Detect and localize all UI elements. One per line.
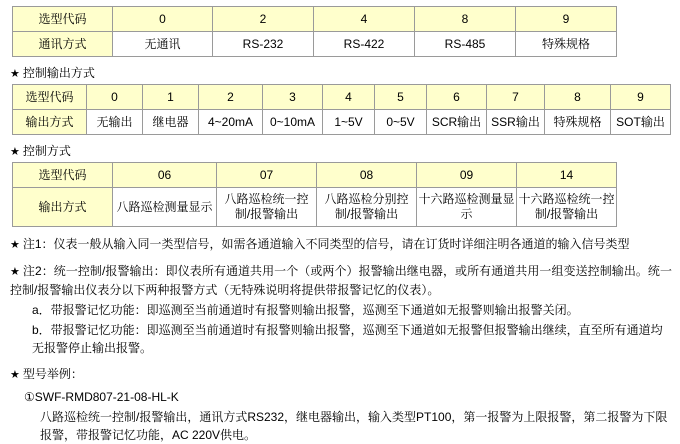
table-cell: 0~5V — [375, 110, 427, 135]
table-cell: 4 — [323, 85, 375, 110]
table-cell: 输出方式 — [13, 110, 87, 135]
communication-table — [12, 6, 617, 57]
table-cell: 08 — [317, 163, 417, 188]
table-cell: 09 — [417, 163, 517, 188]
note-1-text: 注1：仪表一般从输入同一类型信号，如需各通道输入不同类型的信号，请在订货时详细注明各通道的输入信号类型 — [22, 237, 630, 251]
table-cell: 14 — [517, 163, 617, 188]
table-cell: 特殊规格 — [545, 110, 611, 135]
table-cell: 4 — [314, 7, 415, 32]
table-cell: 通讯方式 — [13, 32, 113, 57]
section-title-control-output — [10, 64, 672, 81]
table-cell: 选型代码 — [13, 7, 113, 32]
note-2-a: a．带报警记忆功能：即巡测至当前通道时有报警则输出报警，巡测至下通道如无报警则输出报警关闭。 — [32, 303, 579, 317]
table-cell: 7 — [487, 85, 545, 110]
table-cell: 1 — [143, 85, 199, 110]
table-cell: 0~10mA — [263, 110, 323, 135]
table-cell: 8 — [415, 7, 516, 32]
table-cell: SOT输出 — [611, 110, 671, 135]
note-1 — [10, 235, 672, 254]
table-cell: 2 — [213, 7, 314, 32]
star-icon: ★ — [10, 146, 20, 158]
model-example-title — [10, 365, 672, 384]
control-output-table — [12, 84, 671, 135]
table-row — [13, 32, 617, 57]
table-cell: 无输出 — [87, 110, 143, 135]
table-row — [13, 188, 617, 227]
table-cell: 4~20mA — [199, 110, 263, 135]
table-cell: 继电器 — [143, 110, 199, 135]
table-cell: 6 — [427, 85, 487, 110]
table-cell: RS-485 — [415, 32, 516, 57]
table-cell: 十六路巡检统一控制/报警输出 — [517, 188, 617, 227]
table-cell: 八路巡检分别控制/报警输出 — [317, 188, 417, 227]
model-example-label: 型号举例： — [22, 367, 83, 381]
star-icon: ★ — [10, 369, 20, 381]
table-cell: SCR输出 — [427, 110, 487, 135]
table-row — [13, 110, 671, 135]
note-2-text: 注2：统一控制/报警输出：即仪表所有通道共用一个（或两个）报警输出继电器，或所有通道共用一组变送控制输出。统一控制/报警输出仪表分以下两种报警方式（无特殊说明将提供带报警记忆的仪表）。 — [10, 264, 672, 297]
table-cell: 3 — [263, 85, 323, 110]
table-cell: 2 — [199, 85, 263, 110]
table-cell: 十六路巡检测量显示 — [417, 188, 517, 227]
star-icon: ★ — [10, 239, 20, 251]
table-row — [13, 163, 617, 188]
table-row — [13, 7, 617, 32]
table-cell: SSR输出 — [487, 110, 545, 135]
table-cell: 07 — [217, 163, 317, 188]
table-cell: RS-232 — [213, 32, 314, 57]
note-2 — [10, 262, 672, 299]
star-icon: ★ — [10, 266, 20, 278]
table-cell: 1~5V — [323, 110, 375, 135]
table-cell: 0 — [113, 7, 213, 32]
table-cell: RS-422 — [314, 32, 415, 57]
note-2-b: b．带报警记忆功能：即巡测至当前通道时有报警则输出报警，巡测至下通道如无报警但报警输出继续，直至所有通道均无报警停止输出报警。 — [32, 323, 663, 355]
section-title-label: 控制输出方式 — [22, 66, 95, 80]
section-title-control-mode — [10, 142, 672, 159]
table-cell: 8 — [545, 85, 611, 110]
table-row — [13, 85, 671, 110]
model-code: ①SWF-RMD807-21-08-HL-K — [24, 390, 179, 404]
table-cell: 选型代码 — [13, 85, 87, 110]
table-cell: 八路巡检测量显示 — [113, 188, 217, 227]
table-cell: 八路巡检统一控制/报警输出 — [217, 188, 317, 227]
table-cell: 无通讯 — [113, 32, 213, 57]
table-cell: 5 — [375, 85, 427, 110]
table-cell: 选型代码 — [13, 163, 113, 188]
table-cell: 06 — [113, 163, 217, 188]
section-title-label: 控制方式 — [22, 144, 71, 158]
output-mode-table — [12, 162, 617, 227]
table-cell: 9 — [516, 7, 617, 32]
table-cell: 输出方式 — [13, 188, 113, 227]
table-cell: 0 — [87, 85, 143, 110]
table-cell: 9 — [611, 85, 671, 110]
star-icon: ★ — [10, 68, 20, 80]
model-description: 八路巡检统一控制/报警输出，通讯方式RS232，继电器输出，输入类型PT100，第一报警为上限报警，第二报警为下限报警，带报警记忆功能，AC 220V供电。 — [40, 410, 668, 442]
table-cell: 特殊规格 — [516, 32, 617, 57]
